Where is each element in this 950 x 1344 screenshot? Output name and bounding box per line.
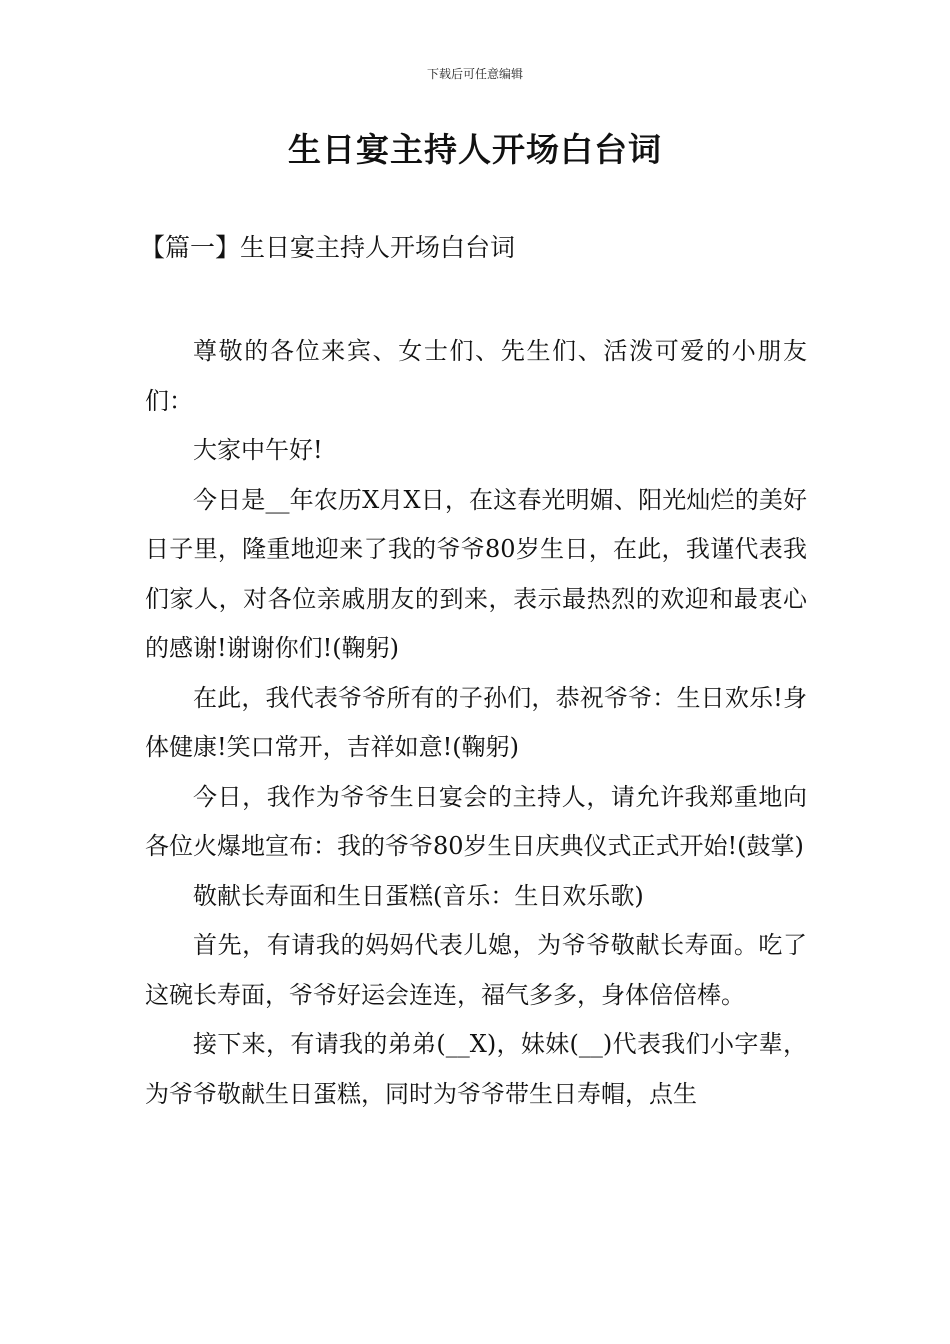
paragraph-birthday-cake: 接下来，有请我的弟弟(__X)，妹妹(__)代表我们小字辈，为爷爷敬献生日蛋糕，同时为爷爷带生日寿帽，点生 xyxy=(145,1030,807,1108)
header-note: 下载后可任意编辑 xyxy=(426,67,523,81)
paragraph-announcement: 今日，我作为爷爷生日宴会的主持人，请允许我郑重地向各位火爆地宣布：我的爷爷80岁生日庆典仪式正式开始!(鼓掌) xyxy=(145,782,807,860)
paragraph-longevity-noodles: 首先，有请我的妈妈代表儿媳，为爷爷敬献长寿面。吃了这碗长寿面，爷爷好运会连连，福气多多，身体倍倍棒。 xyxy=(145,931,807,1009)
document-title: 生日宴主持人开场白台词 xyxy=(288,130,662,169)
body-text xyxy=(145,327,807,1119)
section-heading: 【篇一】生日宴主持人开场白台词 xyxy=(140,233,516,262)
paragraph-blessing: 在此，我代表爷爷所有的子孙们，恭祝爷爷：生日欢乐!身体健康!笑口常开，吉祥如意!(鞠躬) xyxy=(145,683,807,761)
paragraph-greeting: 尊敬的各位来宾、女士们、先生们、活泼可爱的小朋友们： xyxy=(145,337,807,415)
paragraph-program-item: 敬献长寿面和生日蛋糕(音乐：生日欢乐歌) xyxy=(193,881,644,910)
paragraph-good-noon: 大家中午好! xyxy=(193,436,323,464)
paragraph-welcome: 今日是__年农历X月X日，在这春光明媚、阳光灿烂的美好日子里，隆重地迎来了我的爷爷80岁生日，在此，我谨代表我们家人，对各位亲戚朋友的到来，表示最热烈的欢迎和最衷心的感谢!谢谢你们!(鞠躬) xyxy=(145,485,807,662)
